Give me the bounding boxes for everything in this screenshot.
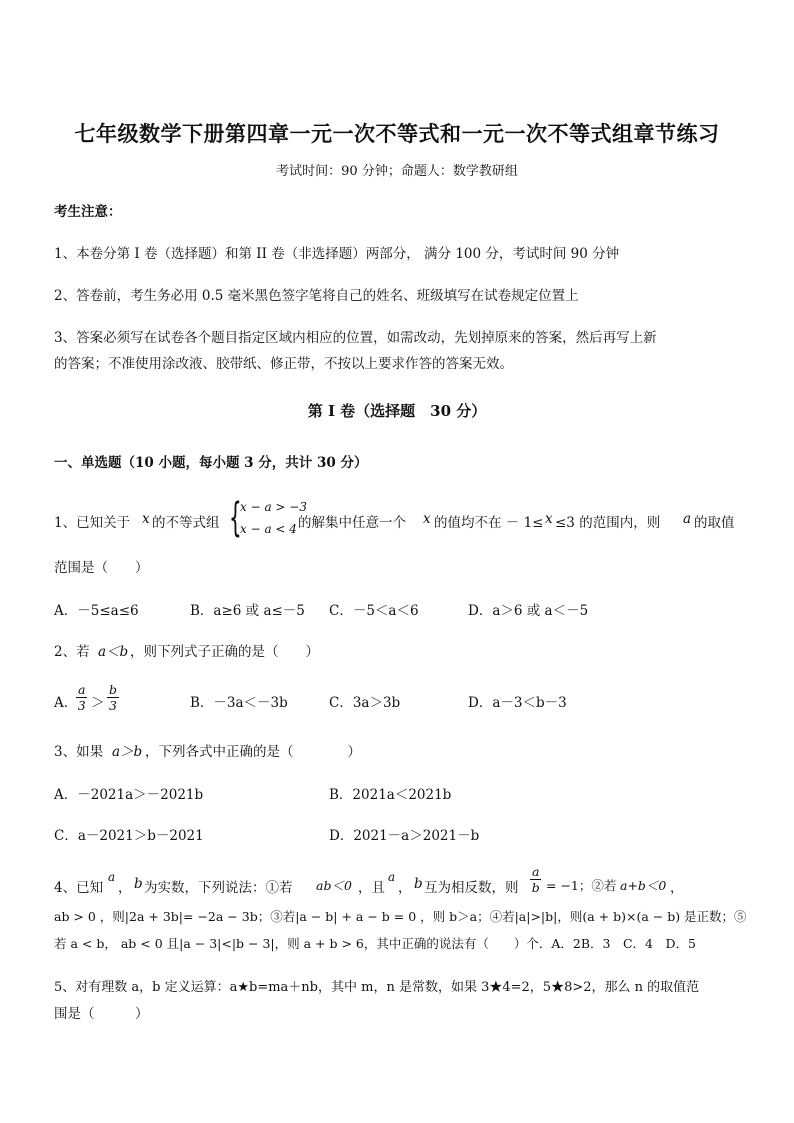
q4-line1-c: 为实数，下列说法：①若 — [144, 880, 293, 896]
notice-heading: 考生注意： — [54, 204, 122, 220]
q2-option-a-label: A． — [54, 695, 78, 711]
q1-option-c: C．－5＜a＜6 — [329, 603, 419, 619]
q4-cond-2: a+b＜0 — [620, 878, 667, 893]
q4-frac — [530, 864, 541, 895]
q1-system-line-1: x − a > −3 — [240, 500, 307, 514]
q3-option-d: D．2021－a＞2021－b — [329, 828, 480, 844]
notice-item-2: 2、答卷前，考生务必用 0.5 毫米黑色签字笔将自己的姓名、班级填写在试卷规定位置上 — [54, 288, 579, 304]
q1-var-x: x — [142, 511, 150, 527]
q1-option-a: A．－5≤a≤6 — [54, 603, 139, 619]
q3-option-c: C．a－2021＞b－2021 — [54, 828, 204, 844]
q1-line2: 范围是（ ） — [54, 560, 149, 576]
q1-mid1: 的不等式组 — [152, 515, 220, 531]
q1-option-b: B．a≥6 或 a≤－5 — [190, 603, 305, 619]
q1-var-x-2: x — [423, 511, 431, 527]
q2-frac-b-den: 3 — [109, 698, 117, 713]
q2-frac-a-num: a — [78, 682, 86, 697]
q4-line1-e: ，且 — [358, 880, 385, 896]
q4-line1-h: = −1；②若 — [546, 878, 617, 893]
q2-condition: a＜b — [98, 644, 129, 660]
notice-item-3-cont: 的答案；不准使用涂改液、胶带纸、修正带，不按以上要求作答的答案无效。 — [54, 356, 513, 372]
section-title: 第 I 卷（选择题 30 分） — [307, 402, 487, 420]
q2-prefix: 2、若 — [54, 644, 90, 660]
q5-line1: 5、对有理数 a，b 定义运算：a★b=ma＋nb，其中 m，n 是常数，如果 3★4=2，5★8>2，那么 n 的取值范 — [54, 980, 700, 995]
q2-suffix: ，则下列式子正确的是（ ） — [130, 644, 319, 660]
q3-condition: a＞b — [112, 744, 143, 760]
q2-frac-a — [76, 682, 87, 713]
q3-option-a: A．－2021a＞－2021b — [54, 787, 204, 803]
q4-frac-num: a — [532, 864, 540, 879]
page-title: 七年级数学下册第四章一元一次不等式和一元一次不等式组章节练习 — [74, 121, 720, 146]
q2-option-b: B．－3a＜－3b — [190, 695, 288, 711]
q5-line2: 围是（ ） — [54, 1006, 149, 1022]
q1-option-d: D．a＞6 或 a＜－5 — [468, 603, 589, 619]
q1-prefix: 1、已知关于 — [54, 515, 131, 531]
q1-mid4: ≤3 的范围内，则 — [555, 515, 661, 531]
q4-var-b-2: b — [414, 876, 423, 892]
exam-info: 考试时间：90 分钟；命题人：数学教研组 — [276, 164, 518, 179]
q2-option-c: C．3a＞3b — [329, 695, 401, 711]
q4-cond-1: ab＜0 — [316, 878, 352, 893]
q4-line1-g: 互为相反数，则 — [424, 880, 519, 896]
q4-line2: ab > 0 ，则|2a + 3b|= −2a − 3b；③若|a − b| + a − b = 0 ，则 b＞a；④若|a|>|b|，则(a + b)×(a − b) 是正数；⑤ — [54, 909, 747, 924]
q4-line1-f: ， — [398, 880, 412, 896]
q2-option-d: D．a－3＜b－3 — [468, 695, 567, 711]
q4-line1-b: ， — [118, 880, 132, 896]
q1-mid3: 的值均不在 － 1≤ — [434, 515, 544, 531]
q2-frac-b-num: b — [109, 682, 118, 697]
q3-option-b: B．2021a＜2021b — [329, 787, 452, 803]
q2-frac-a-den: 3 — [77, 698, 86, 713]
q2-option-a-rel: ＞ — [91, 695, 105, 711]
q1-mid5: 的取值 — [694, 515, 735, 531]
brace-icon: { — [229, 495, 242, 541]
notice-item-3: 3、答案必须写在试卷各个题目指定区域内相应的位置，如需改动，先划掉原来的答案，然后再写上新 — [54, 330, 657, 346]
q3-prefix: 3、如果 — [54, 744, 104, 760]
q4-line1-a: 4、已知 — [54, 880, 104, 896]
q1-var-a: a — [683, 511, 692, 527]
q4-var-a-2: a — [388, 870, 396, 884]
q4-line1-j: ， — [670, 880, 684, 896]
q1-var-x-3: x — [545, 511, 553, 527]
q3-suffix: ，下列各式中正确的是（ ） — [145, 744, 361, 760]
q1-mid2: 的解集中任意一个 — [298, 515, 406, 531]
notice-item-1: 1、本卷分第 I 卷（选择题）和第 II 卷（非选择题）两部分， 满分 100 分，考试时间 90 分钟 — [54, 246, 620, 262]
q4-var-b: b — [134, 876, 143, 892]
part-title: 一、单选题（10 小题，每小题 3 分，共计 30 分） — [54, 455, 368, 471]
q1-system-line-2: x − a < 4 — [240, 522, 297, 536]
q4-frac-den: b — [531, 880, 540, 895]
q2-frac-b — [107, 682, 119, 713]
q4-var-a: a — [108, 870, 116, 884]
q4-line3: 若 a < b， ab < 0 且|a − 3|<|b − 3|，则 a + b > 6，其中正确的说法有（ ）个．A．2B．3 C．4 D．5 — [54, 936, 696, 951]
